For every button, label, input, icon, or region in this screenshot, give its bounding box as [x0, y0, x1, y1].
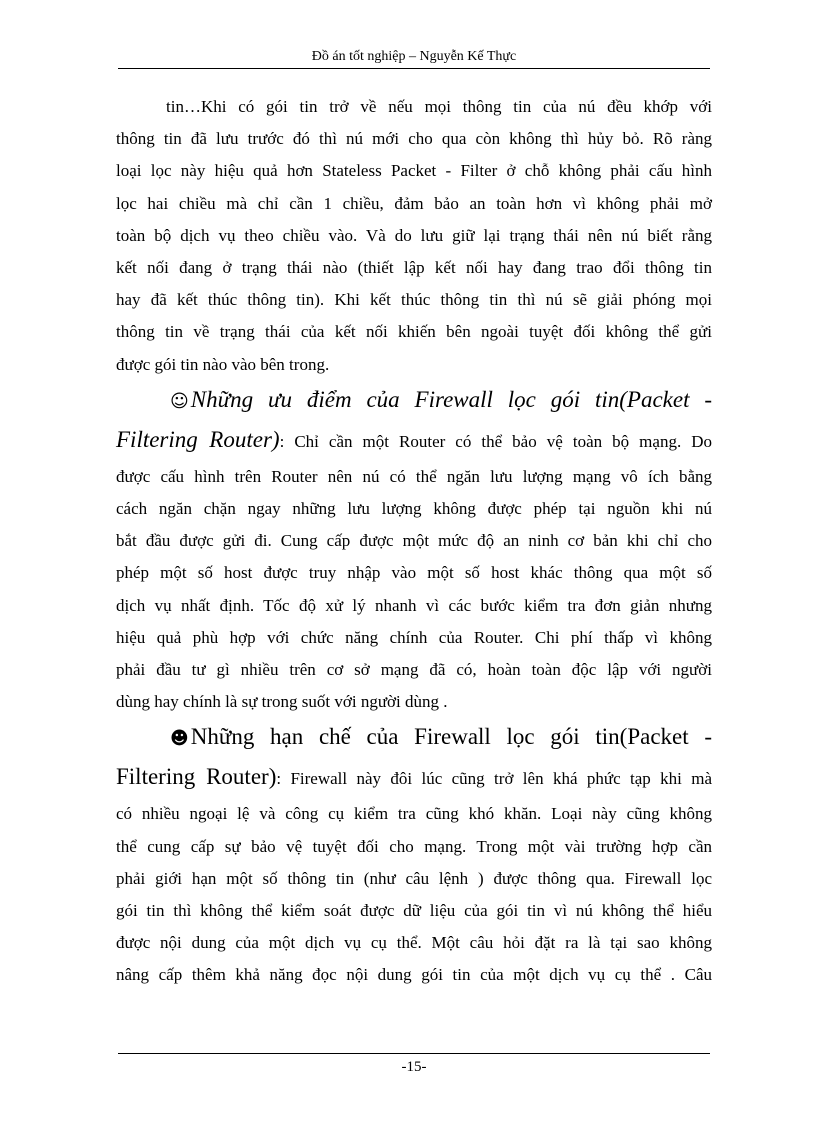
header-divider [118, 68, 710, 69]
paragraph-line: thông tin về trạng thái của kết nối khiến bên ngoài tuyệt đối không thể gửi [116, 322, 712, 342]
paragraph-line: được gói tin nào vào bên trong. [116, 354, 330, 374]
limitations-heading-text: Những hạn chế của Firewall lọc gói tin(Packet - [190, 724, 712, 750]
page-number: -15- [401, 1059, 427, 1075]
paragraph-line: bắt đầu được gửi đi. Cung cấp được một mức độ an ninh cơ bản khi chỉ cho [116, 531, 712, 551]
paragraph-line: hiệu quả phù hợp với chức năng chính của Router. Chi phí thấp vì không [116, 627, 712, 647]
paragraph-line: loại lọc này hiệu quả hơn Stateless Packet - Filter ở chỗ không phải cấu hình [116, 161, 712, 181]
paragraph-line: lọc hai chiều mà chỉ cần 1 chiều, đảm bảo an toàn hơn vì không phải mở [116, 193, 712, 213]
paragraph-line: có nhiều ngoại lệ và công cụ kiểm tra cũng khó khăn. Loại này cũng không [116, 804, 712, 824]
advantages-heading [116, 381, 712, 421]
paragraph-line: dùng hay chính là sự trong suốt với người dùng . [116, 692, 448, 712]
paragraph-line: được nội dung của một dịch vụ cụ thể. Một câu hỏi đặt ra là tại sao không [116, 933, 712, 953]
limitations-first-line: : Firewall này đôi lúc cũng trở lên khá phức tạp khi mà [276, 769, 712, 789]
page-header: Đồ án tốt nghiệp – Nguyễn Kế Thực [311, 49, 517, 64]
paragraph-line: thông tin đã lưu trước đó thì nú mới cho qua còn không thì hủy bỏ. Rõ ràng [116, 129, 712, 149]
advantages-first-line: : Chỉ cần một Router có thể bảo vệ toàn bộ mạng. Do [279, 431, 712, 451]
limitations-heading-continuation [116, 758, 712, 798]
advantages-heading-continuation [116, 421, 712, 461]
paragraph-line: kết nối đang ở trạng thái nào (thiết lập kết nối hay đang trao đổi thông tin [116, 258, 712, 278]
paragraph-line: phép một số host được truy nhập vào một số host khác thông qua một số [116, 563, 712, 583]
paragraph-line: phải giới hạn một số thông tin (như câu lệnh ) được thông qua. Firewall lọc [116, 868, 712, 888]
paragraph-line: phải đầu tư gì nhiều trên cơ sở mạng đã có, hoàn toàn độc lập với người [116, 660, 712, 680]
paragraph-line: tin…Khi có gói tin trở về nếu mọi thông tin của nú đều khớp với [166, 97, 712, 116]
page-body [116, 91, 712, 992]
paragraph-line: nâng cấp thêm khả năng đọc nội dung gói tin của một dịch vụ cụ thể . Câu [116, 965, 712, 985]
paragraph-line: dịch vụ nhất định. Tốc độ xử lý nhanh vì các bước kiểm tra đơn giản nhưng [116, 595, 712, 615]
advantages-heading-text: Những ưu điểm của Firewall lọc gói tin(Packet - [190, 386, 712, 412]
paragraph-line: toàn bộ dịch vụ theo chiều vào. Và do lưu giữ lại trạng thái nên nú biết rằng [116, 225, 712, 245]
footer-divider [118, 1053, 710, 1054]
limitations-heading-text-2: Filtering Router) [116, 764, 277, 790]
paragraph-line: gói tin thì không thể kiểm soát được dữ liệu của gói tin vì nú không thể hiểu [116, 901, 712, 921]
paragraph-line: thể cung cấp sự bảo vệ tuyệt đối cho mạng. Trong một vài trường hợp cần [116, 836, 712, 856]
advantages-heading-text-2: Filtering Router) [116, 426, 280, 452]
smiley-icon: ☺ [170, 390, 189, 412]
black-smiley-icon: ☻ [170, 728, 189, 750]
paragraph-line: hay đã kết thúc thông tin). Khi kết thúc thông tin thì nú sẽ giải phóng mọi [116, 290, 712, 310]
limitations-heading [116, 718, 712, 758]
paragraph-line: được cấu hình trên Router nên nú có thể ngăn lưu lượng mạng vô ích bằng [116, 466, 712, 486]
paragraph-line: cách ngăn chặn ngay những lưu lượng không được phép tại nguồn khi nú [116, 499, 712, 519]
